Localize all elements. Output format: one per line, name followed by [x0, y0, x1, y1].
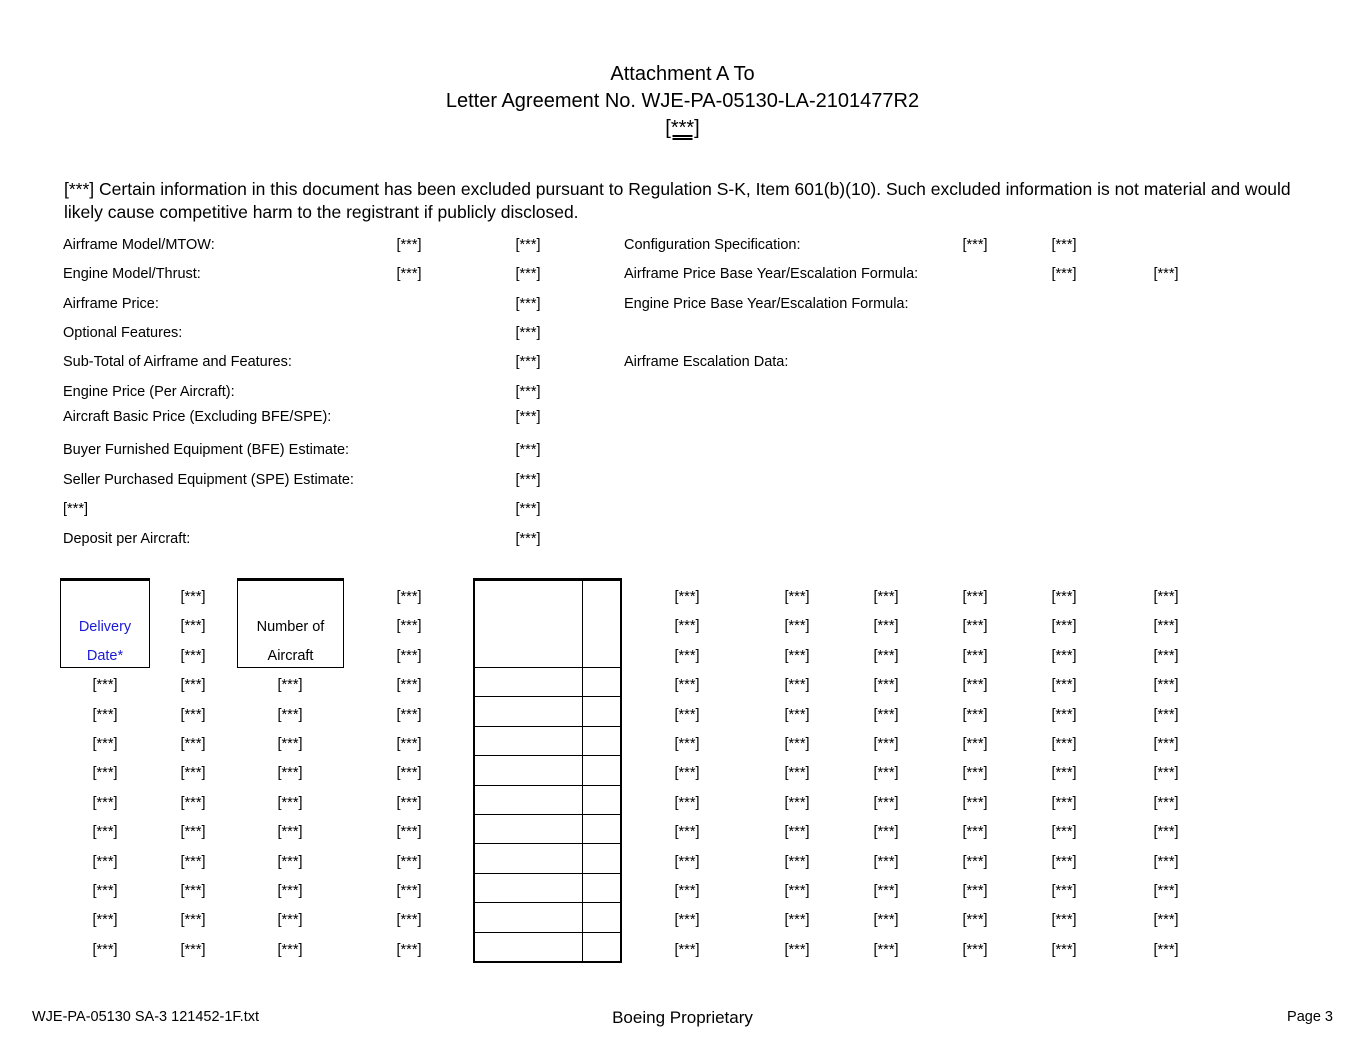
table-cell: [***] — [92, 912, 118, 928]
right-field-value-2: [***] — [1051, 237, 1077, 253]
table-header-cell: [***] — [674, 648, 700, 664]
right-field-value-1: [***] — [962, 237, 988, 253]
table-cell: [***] — [674, 912, 700, 928]
table-header-cell: [***] — [396, 589, 422, 605]
table-cell: [***] — [1153, 795, 1179, 811]
left-field-label: [***] — [63, 501, 88, 517]
left-field-value-2: [***] — [515, 531, 541, 547]
table-cell: [***] — [784, 795, 810, 811]
table-cell: [***] — [873, 795, 899, 811]
table-cell: [***] — [1051, 765, 1077, 781]
table-cell: [***] — [873, 883, 899, 899]
table-cell: [***] — [180, 677, 206, 693]
table-cell: [***] — [277, 736, 303, 752]
left-field-value-2: [***] — [515, 472, 541, 488]
table-cell: [***] — [962, 883, 988, 899]
delivery-header-line1: Delivery — [78, 619, 132, 635]
table-cell: [***] — [962, 912, 988, 928]
table-cell: [***] — [92, 677, 118, 693]
table-header-cell: [***] — [873, 589, 899, 605]
left-field-label: Airframe Model/MTOW: — [63, 237, 215, 253]
table-cell: [***] — [962, 942, 988, 958]
table-cell: [***] — [92, 883, 118, 899]
left-field-value-2: [***] — [515, 409, 541, 425]
number-header-line1: Number of — [256, 619, 325, 635]
table-cell: [***] — [962, 677, 988, 693]
table-cell: [***] — [396, 736, 422, 752]
footer-page-number: Page 3 — [1287, 1009, 1333, 1025]
table-header-cell: [***] — [674, 618, 700, 634]
table-cell: [***] — [277, 765, 303, 781]
table-cell: [***] — [674, 765, 700, 781]
table-cell: [***] — [1051, 707, 1077, 723]
table-cell: [***] — [1153, 707, 1179, 723]
table-cell: [***] — [396, 707, 422, 723]
table-header-cell: [***] — [873, 648, 899, 664]
table-cell: [***] — [873, 707, 899, 723]
table-cell: [***] — [1153, 765, 1179, 781]
table-cell: [***] — [674, 942, 700, 958]
table-cell: [***] — [784, 824, 810, 840]
table-cell: [***] — [873, 736, 899, 752]
table-cell: [***] — [396, 677, 422, 693]
grid-row-line — [473, 873, 622, 874]
left-field-label: Engine Price (Per Aircraft): — [63, 384, 235, 400]
table-cell: [***] — [1051, 677, 1077, 693]
table-cell: [***] — [1153, 942, 1179, 958]
table-cell: [***] — [873, 765, 899, 781]
table-cell: [***] — [962, 854, 988, 870]
table-cell: [***] — [873, 942, 899, 958]
left-field-label: Aircraft Basic Price (Excluding BFE/SPE): — [63, 409, 332, 425]
left-field-label: Engine Model/Thrust: — [63, 266, 201, 282]
table-cell: [***] — [92, 942, 118, 958]
table-header-cell: [***] — [1051, 589, 1077, 605]
table-cell: [***] — [962, 795, 988, 811]
table-cell: [***] — [1051, 795, 1077, 811]
table-header-cell: [***] — [1153, 618, 1179, 634]
table-cell: [***] — [92, 707, 118, 723]
right-field-value-3: [***] — [1153, 266, 1179, 282]
table-cell: [***] — [784, 883, 810, 899]
table-cell: [***] — [1051, 824, 1077, 840]
table-cell: [***] — [92, 824, 118, 840]
table-cell: [***] — [962, 765, 988, 781]
table-cell: [***] — [396, 824, 422, 840]
table-cell: [***] — [784, 736, 810, 752]
left-field-value-1: [***] — [396, 237, 422, 253]
grid-row-line — [473, 755, 622, 756]
left-field-value-2: [***] — [515, 501, 541, 517]
table-cell: [***] — [1153, 883, 1179, 899]
grid-row-line — [473, 667, 622, 668]
letter-agreement-number: Letter Agreement No. WJE-PA-05130-LA-2101477R2 — [445, 90, 920, 112]
table-cell: [***] — [277, 707, 303, 723]
left-field-value-2: [***] — [515, 266, 541, 282]
table-cell: [***] — [396, 942, 422, 958]
table-cell: [***] — [1051, 942, 1077, 958]
right-field-label: Configuration Specification: — [624, 237, 801, 253]
left-field-value-2: [***] — [515, 237, 541, 253]
table-cell: [***] — [1051, 854, 1077, 870]
table-cell: [***] — [396, 765, 422, 781]
number-header-line2: Aircraft — [267, 648, 314, 664]
table-header-cell: [***] — [396, 648, 422, 664]
table-header-cell: [***] — [1051, 618, 1077, 634]
table-cell: [***] — [1153, 854, 1179, 870]
left-field-label: Deposit per Aircraft: — [63, 531, 191, 547]
footer-proprietary: Boeing Proprietary — [612, 1008, 753, 1027]
table-cell: [***] — [962, 736, 988, 752]
table-cell: [***] — [180, 795, 206, 811]
table-cell: [***] — [674, 824, 700, 840]
left-field-label: Buyer Furnished Equipment (BFE) Estimate: — [63, 442, 350, 458]
table-cell: [***] — [277, 795, 303, 811]
grid-row-line — [473, 814, 622, 815]
table-cell: [***] — [784, 854, 810, 870]
table-cell: [***] — [962, 707, 988, 723]
table-header-cell: [***] — [1153, 648, 1179, 664]
right-field-label: Airframe Escalation Data: — [624, 354, 789, 370]
redacted-heading — [0, 117, 1365, 140]
left-field-value-1: [***] — [396, 266, 422, 282]
table-cell: [***] — [277, 677, 303, 693]
grid-row-line — [473, 785, 622, 786]
left-field-value-2: [***] — [515, 325, 541, 341]
table-cell: [***] — [784, 942, 810, 958]
table-cell: [***] — [277, 942, 303, 958]
right-field-label: Airframe Price Base Year/Escalation Formula: — [624, 266, 919, 282]
table-cell: [***] — [1153, 736, 1179, 752]
table-cell: [***] — [674, 883, 700, 899]
table-header-cell: [***] — [962, 589, 988, 605]
table-header-cell: [***] — [674, 589, 700, 605]
table-cell: [***] — [396, 912, 422, 928]
table-cell: [***] — [180, 707, 206, 723]
table-cell: [***] — [784, 677, 810, 693]
right-field-value-2: [***] — [1051, 266, 1077, 282]
table-cell: [***] — [873, 912, 899, 928]
left-field-value-2: [***] — [515, 296, 541, 312]
table-header-cell: [***] — [1051, 648, 1077, 664]
grid-row-line — [473, 932, 622, 933]
attachment-title: Attachment A To — [610, 63, 755, 85]
table-cell: [***] — [396, 883, 422, 899]
table-cell: [***] — [1051, 912, 1077, 928]
table-cell: [***] — [180, 883, 206, 899]
table-header-cell: [***] — [784, 648, 810, 664]
table-cell: [***] — [277, 883, 303, 899]
grid-row-line — [473, 696, 622, 697]
table-cell: [***] — [873, 824, 899, 840]
grid-row-line — [473, 726, 622, 727]
empty-grid-divider — [582, 578, 583, 963]
grid-row-line — [473, 843, 622, 844]
table-header-cell: [***] — [784, 589, 810, 605]
table-header-cell: [***] — [180, 618, 206, 634]
table-cell: [***] — [396, 854, 422, 870]
left-field-label: Airframe Price: — [63, 296, 159, 312]
table-cell: [***] — [92, 736, 118, 752]
table-cell: [***] — [784, 707, 810, 723]
table-cell: [***] — [92, 854, 118, 870]
table-cell: [***] — [1153, 677, 1179, 693]
table-header-cell: [***] — [1153, 589, 1179, 605]
table-cell: [***] — [180, 912, 206, 928]
left-field-value-2: [***] — [515, 354, 541, 370]
table-cell: [***] — [180, 765, 206, 781]
table-cell: [***] — [784, 765, 810, 781]
table-header-cell: [***] — [962, 618, 988, 634]
table-cell: [***] — [962, 824, 988, 840]
left-field-value-2: [***] — [515, 384, 541, 400]
table-cell: [***] — [180, 942, 206, 958]
table-cell: [***] — [396, 795, 422, 811]
table-cell: [***] — [180, 854, 206, 870]
table-cell: [***] — [674, 677, 700, 693]
table-header-cell: [***] — [873, 618, 899, 634]
table-header-cell: [***] — [784, 618, 810, 634]
right-field-label: Engine Price Base Year/Escalation Formula: — [624, 296, 909, 312]
left-field-label: Sub-Total of Airframe and Features: — [63, 354, 292, 370]
redacted-heading-text: [***] — [665, 117, 700, 139]
table-cell: [***] — [784, 912, 810, 928]
table-cell: [***] — [1051, 736, 1077, 752]
empty-grid-box — [473, 578, 622, 963]
table-cell: [***] — [277, 912, 303, 928]
table-cell: [***] — [873, 854, 899, 870]
table-header-cell: [***] — [180, 589, 206, 605]
redaction-notice: [***] Certain information in this document has been excluded pursuant to Regulation S-K, Item 601(b)(10). Such excluded information is not material and would likely cause competitive harm to the registrant if publicly disclosed. — [64, 179, 1291, 222]
table-cell: [***] — [674, 736, 700, 752]
table-cell: [***] — [674, 707, 700, 723]
left-field-value-2: [***] — [515, 442, 541, 458]
table-header-cell: [***] — [962, 648, 988, 664]
grid-row-line — [473, 902, 622, 903]
left-field-label: Seller Purchased Equipment (SPE) Estimate: — [63, 472, 354, 488]
table-cell: [***] — [180, 736, 206, 752]
delivery-header-line2: Date* — [86, 648, 124, 664]
table-header-cell: [***] — [180, 648, 206, 664]
table-cell: [***] — [277, 854, 303, 870]
table-cell: [***] — [92, 795, 118, 811]
table-header-cell: [***] — [396, 618, 422, 634]
left-field-label: Optional Features: — [63, 325, 183, 341]
table-cell: [***] — [1153, 912, 1179, 928]
table-cell: [***] — [1153, 824, 1179, 840]
table-cell: [***] — [873, 677, 899, 693]
table-cell: [***] — [180, 824, 206, 840]
table-cell: [***] — [674, 795, 700, 811]
table-cell: [***] — [1051, 883, 1077, 899]
footer-filename: WJE-PA-05130 SA-3 121452-1F.txt — [32, 1009, 260, 1025]
table-cell: [***] — [92, 765, 118, 781]
table-cell: [***] — [674, 854, 700, 870]
table-cell: [***] — [277, 824, 303, 840]
